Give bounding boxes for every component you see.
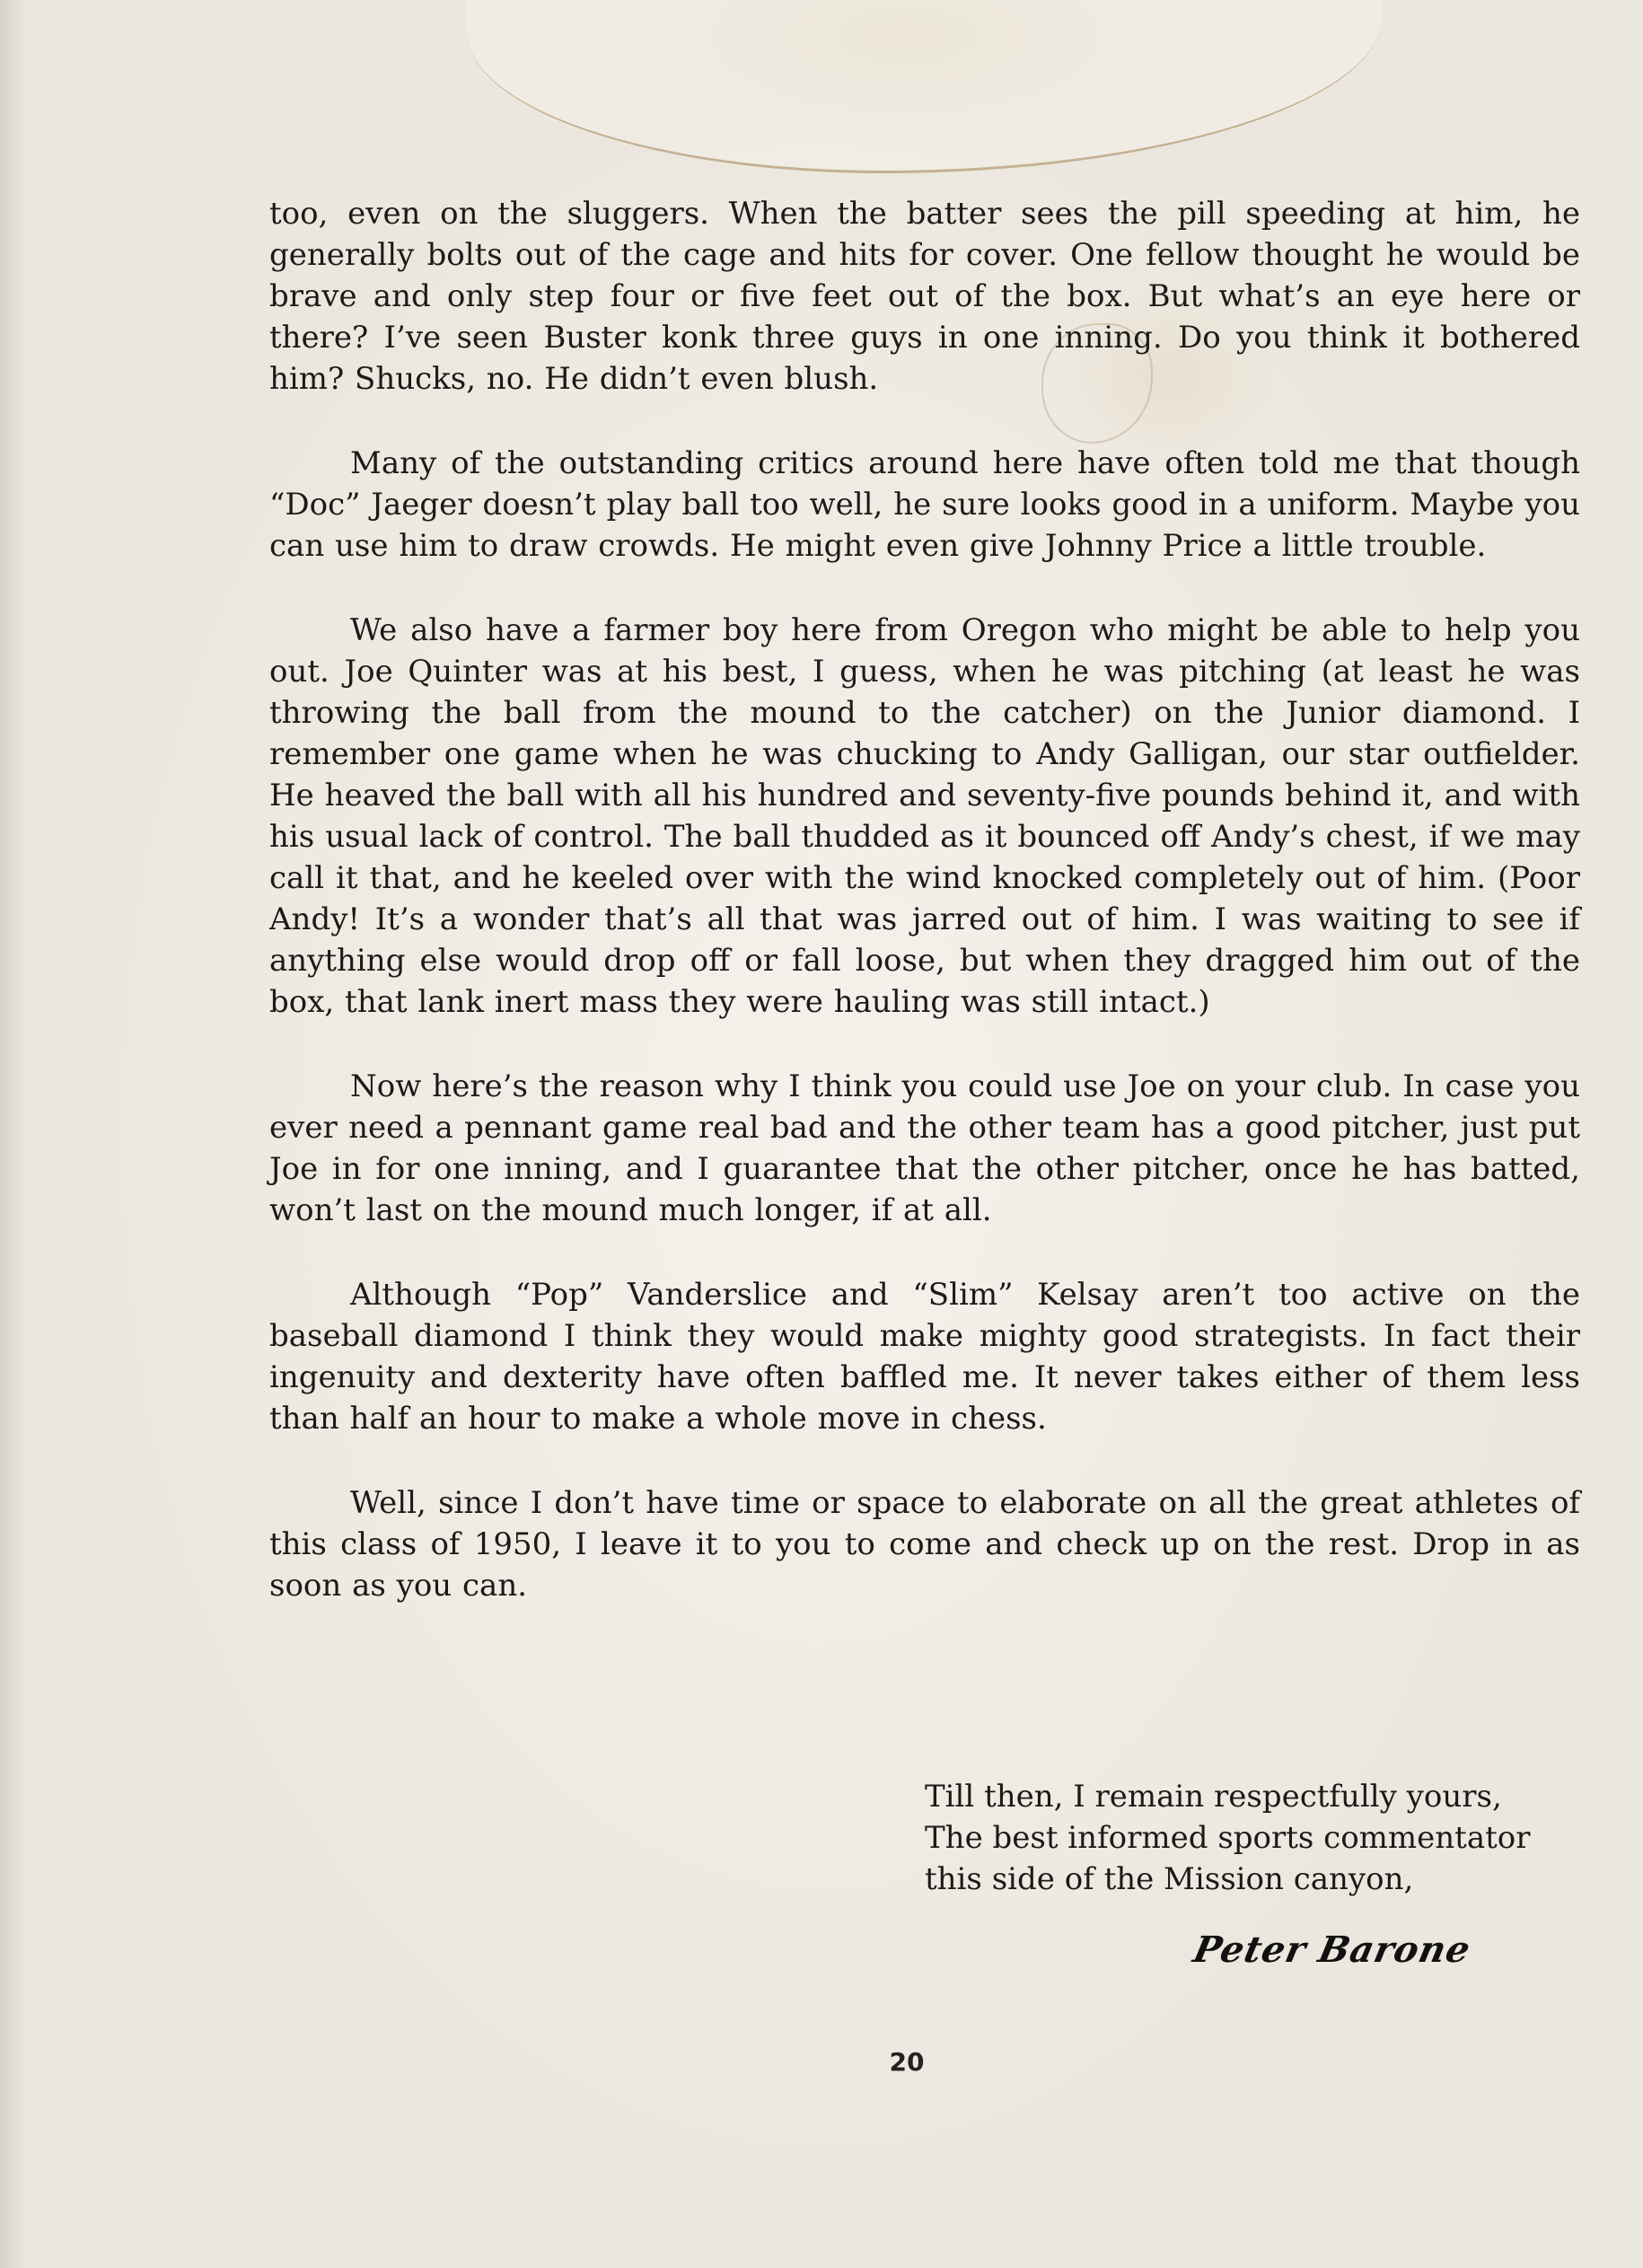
signature: Peter Barone [1190,1929,1475,1971]
closing-line-1: Till then, I remain respectfully yours, [925,1779,1502,1815]
paragraph-5: Although “Pop” Vanderslice and “Slim” Kelsay aren’t too active on the baseball diamond I think they would make mighty good strategists. In fact their ingenuity and dexterity have often baffled me. It never takes either of them less than half an hour to make a whole move in chess. [269,1277,1580,1437]
paragraph-2: Many of the outstanding critics around here have often told me that though “Doc” Jaeger doesn’t play ball too well, he sure looks good in a uniform. Maybe you can use him to draw crowds. He might even give Johnny Price a little trouble. [269,445,1580,564]
closing-line-2: The best informed sports commentator [925,1820,1531,1856]
paragraph-4: Now here’s the reason why I think you could use Joe on your club. In case you ever need a pennant game real bad and the other team has a good pitcher, just put Joe in for one inning, and I guarantee that the other pitcher, once he has batted, won’t last on the mound much longer, if at all. [269,1068,1580,1228]
closing-line-3: this side of the Mission canyon, [925,1861,1414,1897]
paragraph-3: We also have a farmer boy here from Oregon who might be able to help you out. Joe Quinter was at his best, I guess, when he was pitching (at least he was throwing the ball from the mound to the catcher) on the Junior diamond. I remember one game when he was chucking to Andy Galligan, our star outfielder. He heaved the ball with all his hundred and seventy-five pounds behind it, and with his usual lack of control. The ball thudded as it bounced off Andy’s chest, if we may call it that, and he keeled over with the wind knocked completely out of him. (Poor Andy! It’s a wonder that’s all that was jarred out of him. I was waiting to see if anything else would drop off or fall loose, but when they dragged him out of the box, that lank inert mass they were hauling was still intact.) [269,612,1580,1020]
article-body [269,193,1580,1649]
paragraph-1: too, even on the sluggers. When the batter sees the pill speeding at him, he generally bolts out of the cage and hits for cover. One fellow thought he would be brave and only step four or five feet out of the box. But what’s an eye here or there? I’ve seen Buster konk three guys in one inning. Do you think it bothered him? Shucks, no. He didn’t even blush. [269,196,1580,397]
water-stain [467,0,1383,173]
page-edge-shadow [0,0,27,2268]
page-number: 20 [889,2047,925,2077]
paragraph-6: Well, since I don’t have time or space to elaborate on all the great athletes of this class of 1950, I leave it to you to come and check up on the rest. Drop in as soon as you can. [269,1485,1580,1604]
letter-closing [925,1776,1531,1900]
